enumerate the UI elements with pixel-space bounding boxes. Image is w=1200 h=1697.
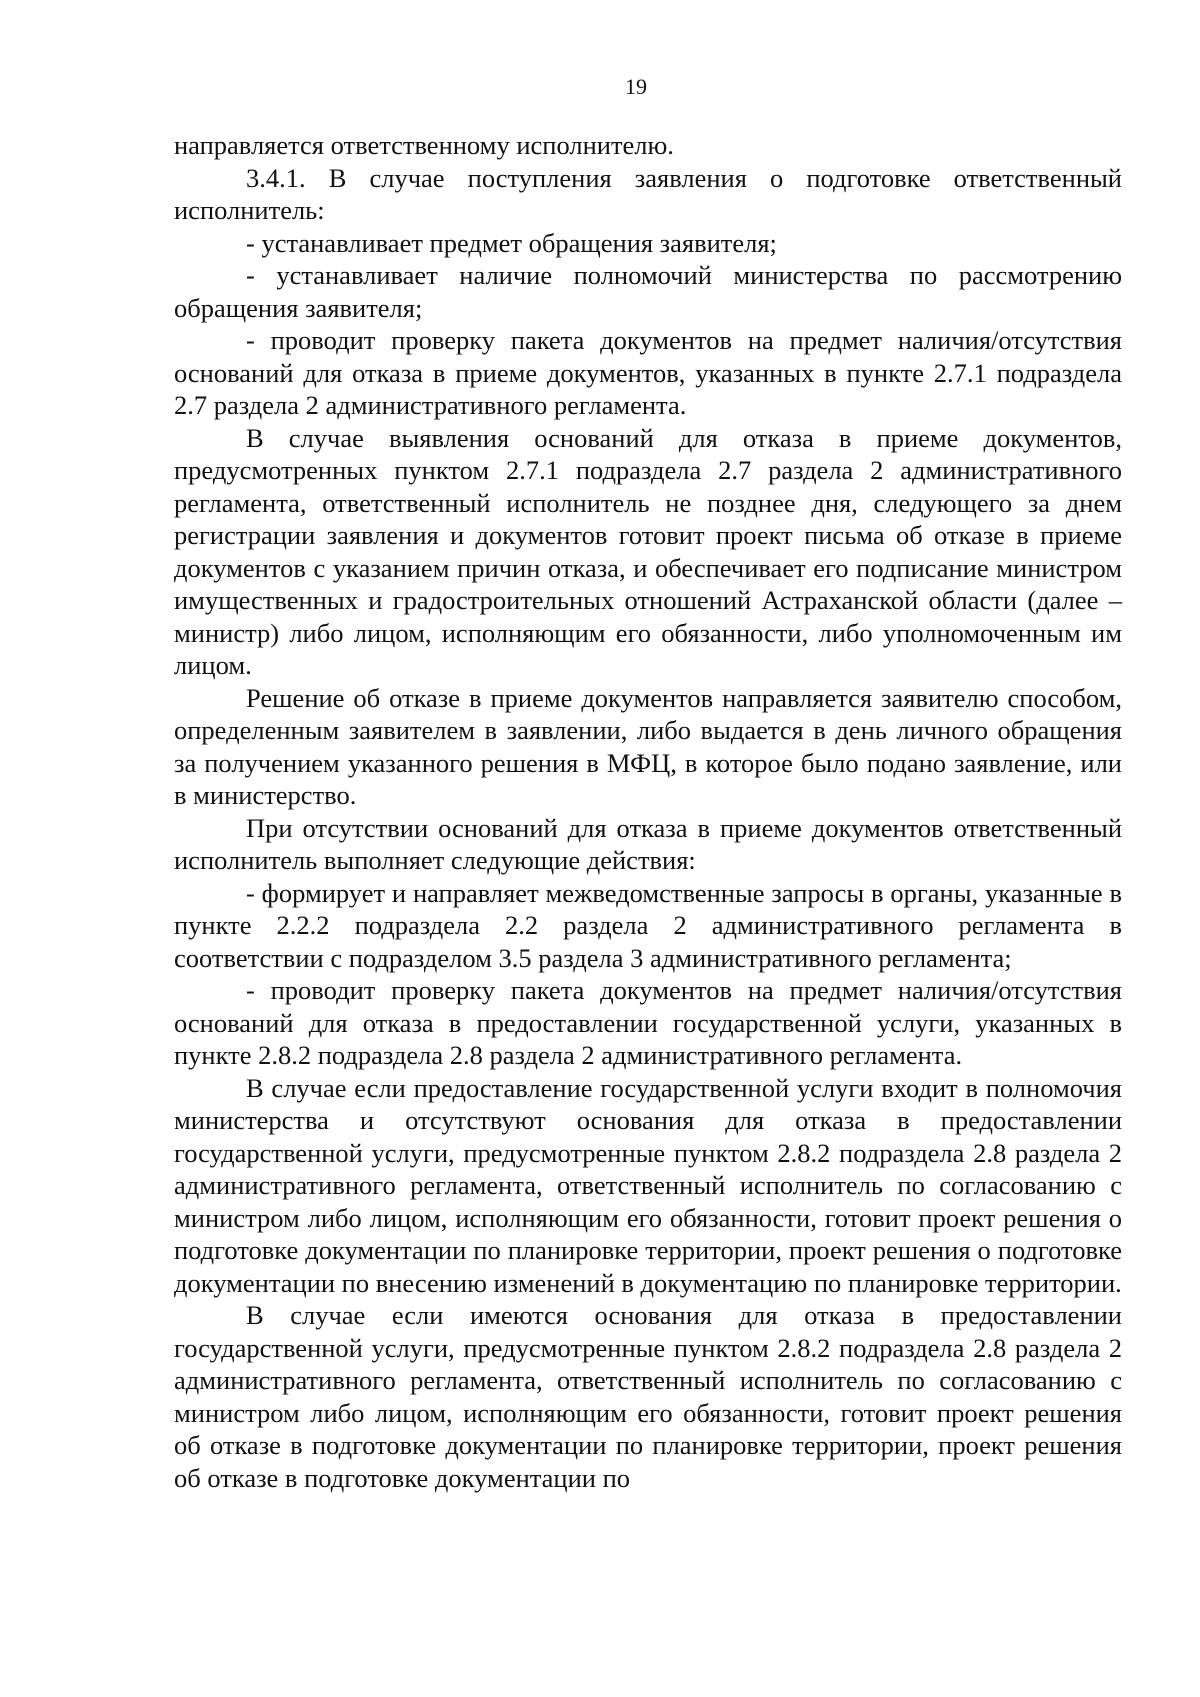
paragraph: При отсутствии оснований для отказа в приеме документов ответственный исполнитель выполняет следующие действия: [174, 812, 1122, 875]
paragraph: направляется ответственному исполнителю. [174, 130, 674, 160]
paragraph: В случае выявления оснований для отказа в приеме документов, предусмотренных пунктом 2.7.1 подраздела 2.7 раздела 2 административного регламента, ответственный исполнитель не позднее дня, следующего за днем регистрации заявления и документов готовит проект письма об отказе в приеме документов с указанием причин отказа, и обеспечивает его подписание министром имущественных и градостроительных отношений Астраханской области (далее – министр) либо лицом, исполняющим его обязанности, либо уполномоченным им лицом. [174, 422, 1122, 680]
paragraph: 3.4.1. В случае поступления заявления о подготовке ответственный исполнитель: [174, 162, 1122, 225]
list-item: - формирует и направляет межведомственные запросы в органы, указанные в пункте 2.2.2 подраздела 2.2 раздела 2 административного регламента в соответствии с подразделом 3.5 раздела 3 административного регламента; [174, 877, 1122, 973]
list-item: - проводит проверку пакета документов на предмет наличия/отсутствия оснований для отказа в приеме документов, указанных в пункте 2.7.1 подраздела 2.7 раздела 2 административного регламента. [174, 325, 1122, 420]
page-number: 19 [625, 74, 647, 99]
paragraph: В случае если имеются основания для отказа в предоставлении государственной услуги, предусмотренные пунктом 2.8.2 подраздела 2.8 раздела 2 административного регламента, ответственный исполнитель по согласованию с министром либо лицом, исполняющим его обязанности, готовит проект решения об отказе в подготовке документации по планировке территории, проект решения об отказе в подготовке документации по [174, 1300, 1122, 1493]
paragraph: В случае если предоставление государственной услуги входит в полномочия министерства и отсутствуют основания для отказа в предоставлении государственной услуги, предусмотренные пунктом 2.8.2 подраздела 2.8 раздела 2 административного регламента, ответственный исполнитель по согласованию с министром либо лицом, исполняющим его обязанности, готовит проект решения о подготовке документации по планировке территории, проект решения о подготовке документации по внесению изменений в документацию по планировке территории. [174, 1072, 1122, 1298]
list-item: - проводит проверку пакета документов на предмет наличия/отсутствия оснований для отказа в предоставлении государственной услуги, указанных в пункте 2.8.2 подраздела 2.8 раздела 2 административного регламента. [174, 975, 1122, 1070]
document-body [174, 129, 1122, 1494]
list-item: - устанавливает предмет обращения заявителя; [246, 227, 777, 258]
paragraph: Решение об отказе в приеме документов направляется заявителю способом, определенным заявителем в заявлении, либо выдается в день личного обращения за получением указанного решения в МФЦ, в которое было подано заявление, или в министерство. [174, 682, 1122, 810]
list-item: - устанавливает наличие полномочий министерства по рассмотрению обращения заявителя; [174, 260, 1122, 323]
